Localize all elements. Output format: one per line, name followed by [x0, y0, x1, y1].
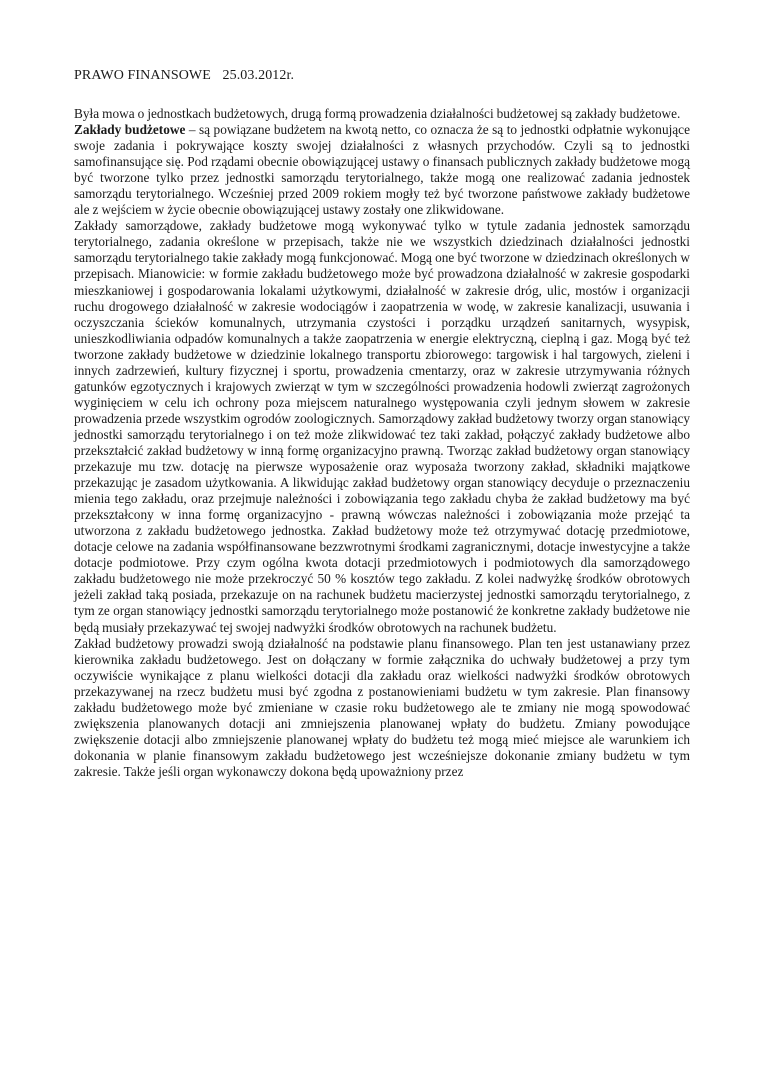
title-subject: PRAWO FINANSOWE [74, 68, 211, 83]
title-date: 25.03.2012r. [222, 68, 295, 83]
paragraph-intro: Była mowa o jednostkach budżetowych, drugą formą prowadzenia działalności budżetowej są zakłady budżetowe. [74, 106, 681, 121]
document-title [74, 68, 690, 84]
paragraph-plan-finansowy: Zakład budżetowy prowadzi swoją działalność na podstawie planu finansowego. Plan ten jest ustanawiany przez kierownika zakładu budżetowego. Jest on dołączany w formie załącznika do uchwały budżetowej a przy tym oczywiście wynikające z planu wielkości dotacji dla zakładu oraz wielkości nadwyżki środków obrotowych przekazywanej na rzecz budżetu musi być zgodna z postanowieniami budżetu w tym zakresie. Plan finansowy zakładu budżetowego może być zmieniane w czasie roku budżetowego ale te zmiany nie mogą spowodować zwiększenia planowanych dotacji ani zmniejszenia planowanej wpłaty do budżetu. Zmiany powodujące zwiększenie dotacji albo zmniejszenie planowanej wpłaty do budżetu też mogą mieć miejsce ale warunkiem ich dokonania w planie finansowym zakładu budżetowego jest wcześniejsze dokonanie zmiany budżetu w tym zakresie. Także jeśli organ wykonawczy dokona będą upoważniony przez [74, 635, 690, 779]
paragraph-samorzadowe: Zakłady samorządowe, zakłady budżetowe mogą wykonywać tylko w tytule zadania jednostek samorządu terytorialnego, zadania określone w przepisach, także nie we wszystkich dziedzinach działalności jednostki samorządu terytorialnego takie zakłady mogą funkcjonować. Mogą one być tworzone w dziedzinach określonych w przepisach. Mianowicie: w formie zakładu budżetowego może być prowadzona działalność w zakresie gospodarki mieszkaniowej i gospodarowania lokalami użytkowymi, działalność w zakresie dróg, ulic, mostów i organizacji ruchu drogowego działalność w zakresie wodociągów i zaopatrzenia w wodę, w zakresie kanalizacji, usuwania i oczyszczania ścieków komunalnych, utrzymania czystości i porządku urządzeń sanitarnych, wysypisk, unieszkodliwiania odpadów komunalnych a także zaopatrzenia w energie elektryczną, cieplną i gaz. Mogą być też tworzone zakłady budżetowe w dziedzinie lokalnego transportu zbiorowego: targowisk i hal targowych, zieleni i innych zadrzewień, kultury fizycznej i sportu, prowadzenia cmentarzy, oraz w zakresie utrzymywania różnych gatunków egzotycznych i krajowych zwierząt w tym w szczególności prowadzenia hodowli zwierząt zagrożonych wyginięciem w celu ich ochrony poza miejscem naturalnego występowania czyli jednym słowem w zakresie prowadzenia przede wszystkim ogrodów zoologicznych. Samorządowy zakład budżetowy tworzy organ stanowiący jednostki samorządu terytorialnego i on też może zlikwidować tez taki zakład, połączyć zakłady budżetowe albo przekształcić zakład budżetowy w inną formę organizacyjno prawną. Tworząc zakład budżetowy organ stanowiący przekazuje mu tzw. dotację na pierwsze wyposażenie oraz wyposaża tworzony zakład, składniki majątkowe przekazując je zasadom użytkowania. A likwidując zakład budżetowy organ stanowiący decyduje o przeznaczeniu mienia tego zakładu, oraz przejmuje należności i zobowiązania tego zakładu chyba że zakład budżetowy ma być przekształcony w inna formę organizacyjno - prawną wówczas należności i zobowiązania może przejąć ta utworzona z zakładu budżetowego jednostka. Zakład budżetowy może też otrzymywać dotację przedmiotowe, dotacje celowe na zadania współfinansowane bezzwrotnymi środkami zagranicznymi, dotacje inwestycyjne a także dotacje podmiotowe. Przy czym ogólna kwota dotacji przedmiotowych i podmiotowych dla samorządowego zakładu budżetowego nie może przekroczyć 50 % kosztów tego zakładu. Z kolei nadwyżkę środków obrotowych jeżeli zakład taką posiada, przekazuje on na rachunek budżetu macierzystej jednostki samorządu terytorialnego, z tym ze organ stanowiący jednostki samorządu terytorialnego może postanowić że konkretne zakłady budżetowe nie będą musiały przekazywać tej swojej nadwyżki środków obrotowych na rachunek budżetu. [74, 218, 690, 635]
paragraph-definition [74, 122, 690, 218]
definition-text: – są powiązane budżetem na kwotą netto, co oznacza że są to jednostki odpłatnie wykonujące swoje zadania i pokrywające koszty swojej działalności z własnych przychodów. Czyli są to jednostki samofinansujące się. Pod rządami obecnie obowiązującej ustawy o finansach publicznych zakłady budżetowe mogą być tworzone tylko przez jednostki samorządu terytorialnego, także mogą one realizować zadania jednostek samorządu terytorialnego. Wcześniej przed 2009 rokiem mogły też być tworzone państwowe zakłady budżetowe ale z wejściem w życie obecnie obowiązującej ustawy zostały one zlikwidowane. [74, 122, 690, 218]
document-body [74, 106, 690, 780]
term-zaklady-budzetowe: Zakłady budżetowe [74, 122, 186, 138]
